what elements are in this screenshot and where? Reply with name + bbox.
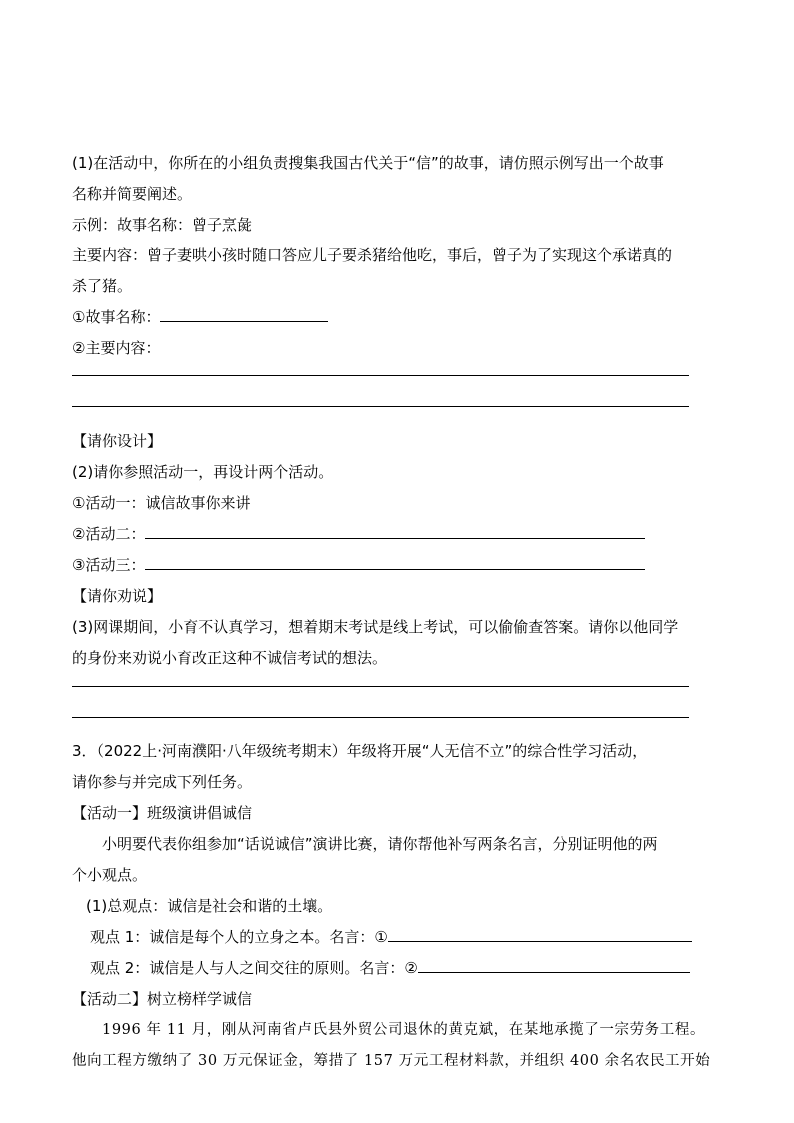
example-content-line1: 主要内容：曾子妻哄小孩时随口答应儿子要杀猪给他吃，事后，曾子为了实现这个承诺真的	[72, 246, 673, 264]
answer-line[interactable]	[72, 406, 689, 407]
view2-row	[90, 958, 690, 978]
example-content-line2: 杀了猪。	[72, 277, 133, 295]
activity3-label: ③活动三：	[72, 556, 146, 574]
q3-intro-line1: 3．（2022上·河南濮阳·八年级统考期末）年级将开展“人无信不立”的综合性学习活动，	[72, 742, 648, 760]
activity2-heading: 【活动二】树立榜样学诚信	[72, 990, 253, 1008]
story-name-blank[interactable]	[160, 307, 328, 322]
quote1-blank[interactable]	[388, 927, 692, 942]
persuade-heading: 【请你劝说】	[72, 587, 163, 605]
view1-row	[90, 927, 692, 947]
story-line2: 他向工程方缴纳了 30 万元保证金，筹措了 157 万元工程材料款，并组织 400 余名农民工开始	[72, 1053, 711, 1069]
part2-prompt: (2)请你参照活动一，再设计两个活动。	[72, 463, 334, 481]
story-line1: 1996 年 11 月，刚从河南省卢氏县外贸公司退休的黄克斌，在某地承揽了一宗劳务工程。	[102, 1022, 706, 1038]
example-title: 示例：故事名称：曾子烹彘	[72, 216, 253, 234]
view2-text: 观点 2：诚信是人与人之间交往的原则。名言：②	[90, 959, 418, 977]
design-heading: 【请你设计】	[72, 432, 163, 450]
answer-line[interactable]	[72, 686, 689, 687]
activity1-text: ①活动一：诚信故事你来讲	[72, 494, 251, 512]
part3-line2: 的身份来劝说小育改正这种不诚信考试的想法。	[72, 649, 388, 667]
q2-part1-line1: (1)在活动中，你所在的小组负责搜集我国古代关于“信”的故事，请仿照示例写出一个故事	[72, 154, 664, 172]
main-view: (1)总观点：诚信是社会和谐的土壤。	[86, 897, 333, 915]
activity3-blank[interactable]	[145, 555, 645, 570]
main-content-label: ②主要内容：	[72, 339, 161, 357]
activity2-label: ②活动二：	[72, 525, 146, 543]
answer-line[interactable]	[72, 375, 689, 376]
quote2-blank[interactable]	[418, 958, 690, 973]
q3-intro-line2: 请你参与并完成下列任务。	[72, 773, 253, 791]
activity2-row	[72, 524, 645, 544]
activity1-desc-line2: 个小观点。	[72, 866, 148, 884]
answer-line[interactable]	[72, 717, 689, 718]
view1-text: 观点 1：诚信是每个人的立身之本。名言：①	[90, 928, 388, 946]
activity1-heading: 【活动一】班级演讲倡诚信	[72, 804, 253, 822]
part3-line1: (3)网课期间，小育不认真学习，想着期末考试是线上考试，可以偷偷查答案。请你以他同学	[72, 618, 679, 636]
q2-part1-line2: 名称并简要阐述。	[72, 185, 193, 203]
story-name-row	[72, 307, 328, 327]
story-name-label: ①故事名称：	[72, 308, 161, 326]
activity2-blank[interactable]	[145, 524, 645, 539]
activity3-row	[72, 555, 645, 575]
activity1-desc-line1: 小明要代表你组参加“话说诚信”演讲比赛，请你帮他补写两条名言，分别证明他的两	[102, 835, 658, 853]
